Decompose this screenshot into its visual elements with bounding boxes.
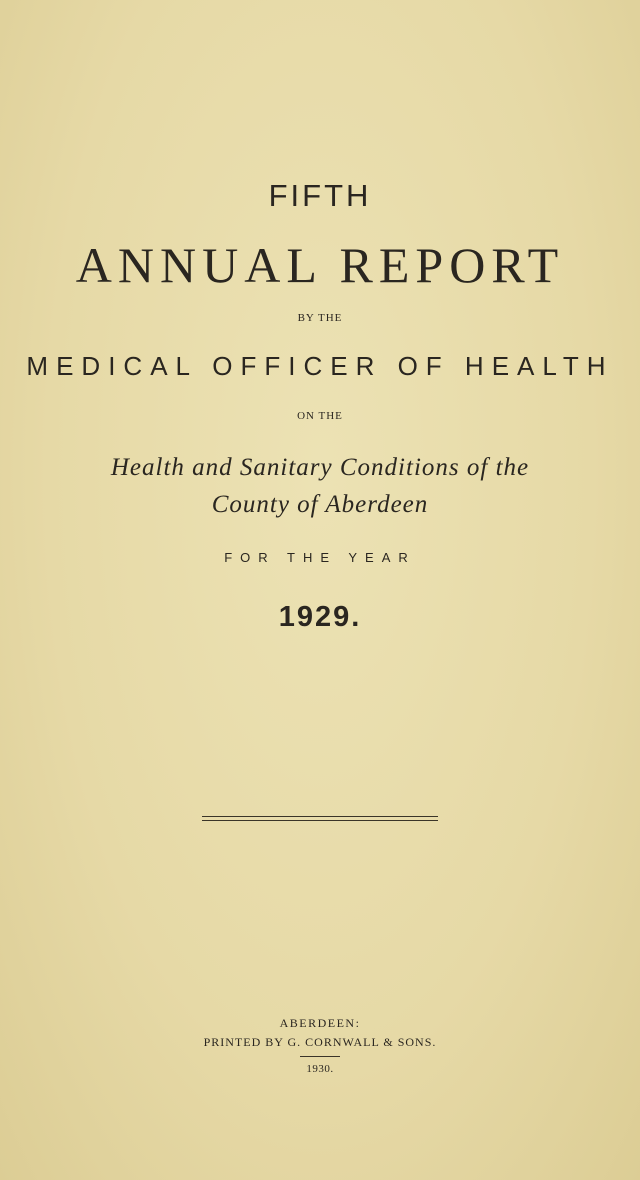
imprint-printer: PRINTED BY G. CORNWALL & SONS. (203, 1035, 437, 1049)
officer-heading: MEDICAL OFFICER OF HEALTH (26, 351, 614, 381)
on-the-label: ON THE (297, 410, 343, 422)
ordinal-heading: FIFTH (268, 178, 372, 213)
report-title: ANNUAL REPORT (75, 237, 565, 293)
imprint-year: 1930. (306, 1063, 334, 1075)
imprint-city: ABERDEEN: (279, 1016, 361, 1030)
subject-line-2: County of Aberdeen (211, 491, 429, 518)
double-rule-divider (202, 816, 438, 821)
for-the-year-label: FOR THE YEAR (224, 550, 416, 565)
report-year: 1929. (278, 601, 362, 633)
short-rule-divider (300, 1056, 340, 1057)
by-the-label: BY THE (297, 312, 343, 324)
subject-line-1: Health and Sanitary Conditions of the (110, 454, 530, 481)
